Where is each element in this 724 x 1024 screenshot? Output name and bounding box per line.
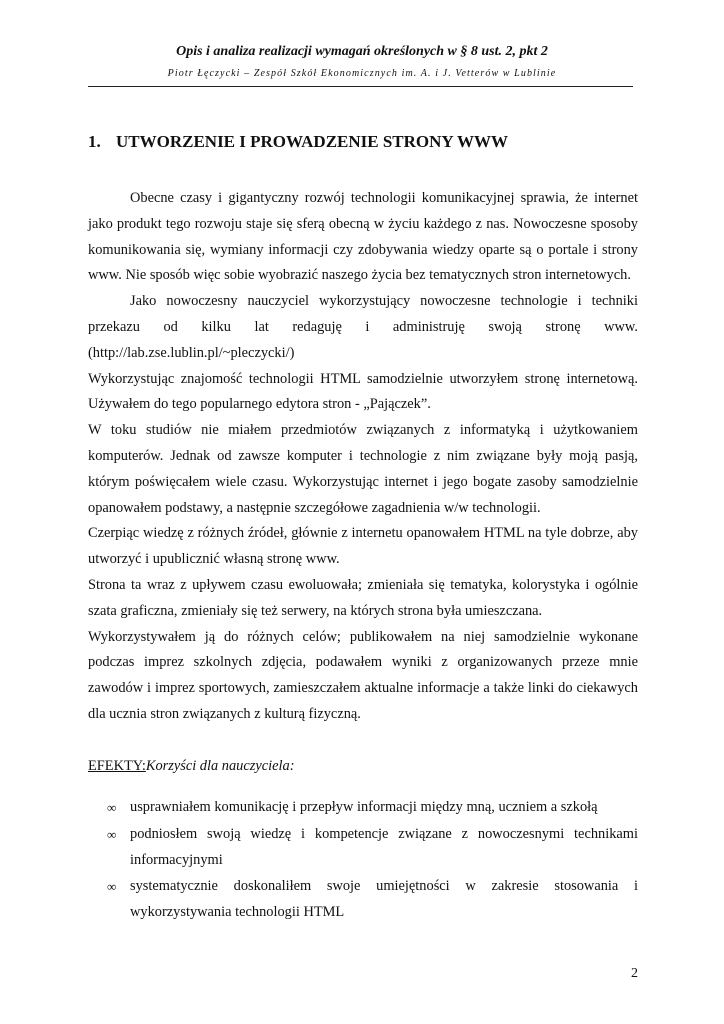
- page-number: 2: [631, 966, 638, 981]
- body-text: [88, 186, 638, 728]
- paragraph: Wykorzystując znajomość technologii HTML samodzielnie utworzyłem stronę internetową. Używałem do tego popularnego edytora stron - „Pajączek”.: [88, 370, 638, 413]
- effects-heading: [88, 758, 295, 775]
- paragraph: Czerpiąc wiedzę z różnych źródeł, głównie z internetu opanowałem HTML na tyle dobrze, aby utworzyć i upublicznić własną stronę www.: [88, 525, 638, 568]
- running-header-author: Piotr Łęczycki – Zespół Szkół Ekonomicznych im. A. i J. Vetterów w Lublinie: [167, 68, 557, 79]
- section-number: 1.: [88, 132, 101, 151]
- benefits-list: [88, 795, 638, 927]
- paragraph: Jako nowoczesny nauczyciel wykorzystujący nowoczesne technologie i techniki przekazu od kilku lat redaguję i administruję swoją stronę www. (http://lab.zse.lublin.pl/~pleczycki/): [88, 293, 638, 361]
- list-item: [88, 874, 638, 926]
- infinity-bullet-icon: ∞: [107, 826, 117, 842]
- running-header-title: Opis i analiza realizacji wymagań określonych w § 8 ust. 2, pkt 2: [176, 44, 548, 59]
- paragraph: Wykorzystywałem ją do różnych celów; publikowałem na niej samodzielnie wykonane podczas imprez szkolnych zdjęcia, podawałem wyniki z organizowanych przeze mnie zawodów i imprez sportowych, zamieszczałem aktualne informacje a także linki do ciekawych dla ucznia stron związanych z kulturą fizyczną.: [88, 628, 638, 722]
- infinity-bullet-icon: ∞: [107, 800, 117, 815]
- infinity-bullet-icon: ∞: [107, 879, 117, 895]
- effects-subtitle: Korzyści dla nauczyciela:: [145, 758, 295, 774]
- header-divider: [88, 86, 633, 87]
- list-item-text: usprawniałem komunikację i przepływ informacji między mną, uczniem a szkołą: [130, 799, 598, 815]
- paragraph: W toku studiów nie miałem przedmiotów związanych z informatyką i użytkowaniem komputerów. Jednak od zawsze komputer i technologie z nim związane były moją pasją, którym poświęcałem wiele czasu. Wykorzystując internet i jego bogate zasoby samodzielnie opanowałem podstawy, a następnie szczegółowe zagadnienia w/w technologii.: [88, 422, 638, 516]
- section-title: UTWORZENIE I PROWADZENIE STRONY WWW: [116, 132, 509, 151]
- paragraph: Obecne czasy i gigantyczny rozwój technologii komunikacyjnej sprawia, że internet jako produkt tego rozwoju staje się sferą obecną w życiu każdego z nas. Nowoczesne sposoby komunikowania się, wymiany informacji czy zdobywania wiedzy oparte są o portale i strony www. Nie sposób więc sobie wyobrazić naszego życia bez tematycznych stron internetowych.: [88, 190, 638, 284]
- paragraph: Strona ta wraz z upływem czasu ewoluowała; zmieniała się tematyka, kolorystyka i ogólnie szata graficzna, zmieniały się też serwery, na których strona była umieszczana.: [88, 576, 638, 619]
- section-heading: [88, 132, 508, 152]
- list-item-text: podniosłem swoją wiedzę i kompetencje związane z nowoczesnymi technikami informacyjnymi: [130, 825, 638, 868]
- list-item: [88, 795, 638, 821]
- effects-label: EFEKTY:: [88, 758, 146, 774]
- list-item: [88, 822, 638, 874]
- list-item-text: systematycznie doskonaliłem swoje umiejętności w zakresie stosowania i wykorzystywania technologii HTML: [130, 878, 638, 921]
